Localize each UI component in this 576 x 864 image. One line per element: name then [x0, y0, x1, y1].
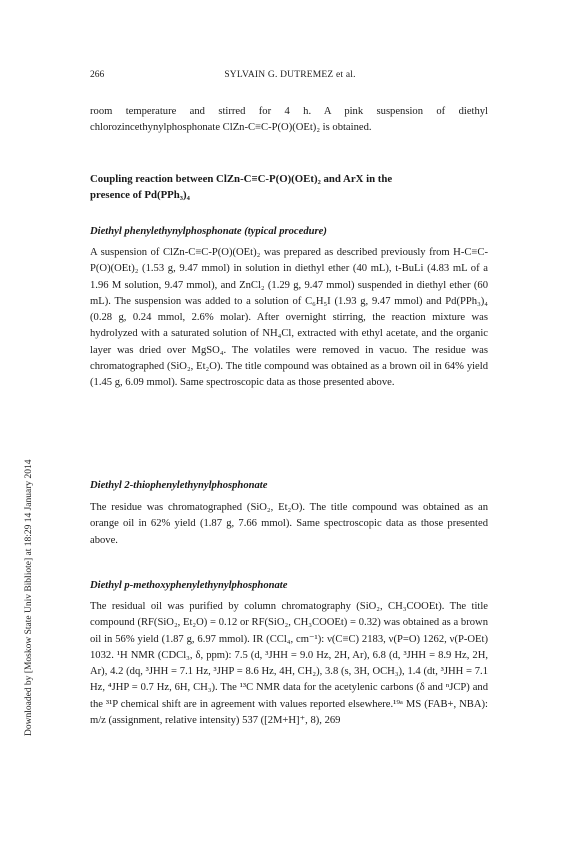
- page-number: 266: [90, 70, 105, 80]
- intro-paragraph: room temperature and stirred for 4 h. A pink suspension of diethyl chlorozincethynylphosphonate ClZn-C≡C-P(O)(OEt)₂ is obtained.: [90, 106, 488, 134]
- section-heading: Coupling reaction between ClZn-C≡C-P(O)(OEt)₂ and ArX in the presence of Pd(PPh₃)₄: [90, 173, 393, 201]
- subsection-text-3: The residual oil was purified by column chromatography (SiO₂, CH₃COOEt). The title compound (RF(SiO₂, Et₂O) = 0.12 or RF(SiO₂, CH₃COOEt) = 0.32) was obtained as a brown oil in 56% yield (1.87 g, 6.97 mmol). IR (CCl₄, cm⁻¹): ν(C≡C) 2183, ν(P=O) 1262, ν(P-OEt) 1032. ¹H NMR (CDCl₃, δ, ppm): 7.5 (d, ³JHH = 9.0 Hz, 2H, Ar), 6.8 (d, ³JHH = 8.9 Hz, 2H, Ar), 4.2 (dq, ³JHH = 7.1 Hz, ³JHP = 8.6 Hz, 4H, CH₂), 3.8 (s, 3H, OCH₃), 1.4 (dt, ³JHH = 7.1 Hz, ⁴JHP = 0.7 Hz, 6H, CH₃). The ¹³C NMR data for the acetylenic carbons (δ and ⁿJCP) and the ³¹P chemical shift are in agreement with values reported elsewhere.¹⁹ᵃ MS (FAB+, NBA): m/z (assignment, relative intensity) 537 ([2M+H]⁺, 8), 269: [90, 601, 488, 727]
- running-title: SYLVAIN G. DUTREMEZ et al.: [224, 70, 356, 80]
- subsection-title-1: Diethyl phenylethynylphosphonate (typical procedure): [90, 226, 327, 237]
- subsection-title-2: Diethyl 2-thiophenylethynylphosphonate: [90, 480, 268, 491]
- subsection-text-2: The residue was chromatographed (SiO₂, Et₂O). The title compound was obtained as an orange oil in 62% yield (1.87 g, 7.66 mmol). Same spectroscopic data as those presented above.: [90, 502, 488, 546]
- download-watermark: Downloaded by [Moskow State Univ Bibliote] at 18:29 14 January 2014: [24, 459, 34, 736]
- subsection-title-3: Diethyl p-methoxyphenylethynylphosphonate: [90, 580, 288, 591]
- subsection-text-1: A suspension of ClZn-C≡C-P(O)(OEt)₂ was prepared as described previously from H-C≡C-P(O)(OEt)₂ (1.53 g, 9.47 mmol) in solution in diethyl ether (40 mL), t-BuLi (4.83 mL of a 1.96 M solution, 9.47 mmol), and ZnCl₂ (1.29 g, 9.47 mmol) suspended in diethyl ether (60 mL). The suspension was added to a solution of C₆H₅I (1.93 g, 9.47 mmol) and Pd(PPh₃)₄ (0.28 g, 0.24 mmol, 2.6% molar). After overnight stirring, the reaction mixture was hydrolyzed with a saturated solution of NH₄Cl, extracted with ethyl acetate, and the organic layer was dried over MgSO₄. The volatiles were removed in vacuo. The residue was chromatographed (SiO₂, Et₂O). The title compound was obtained as a brown oil in 64% yield (1.45 g, 6.09 mmol). Same spectroscopic data as those presented above.: [90, 247, 488, 389]
